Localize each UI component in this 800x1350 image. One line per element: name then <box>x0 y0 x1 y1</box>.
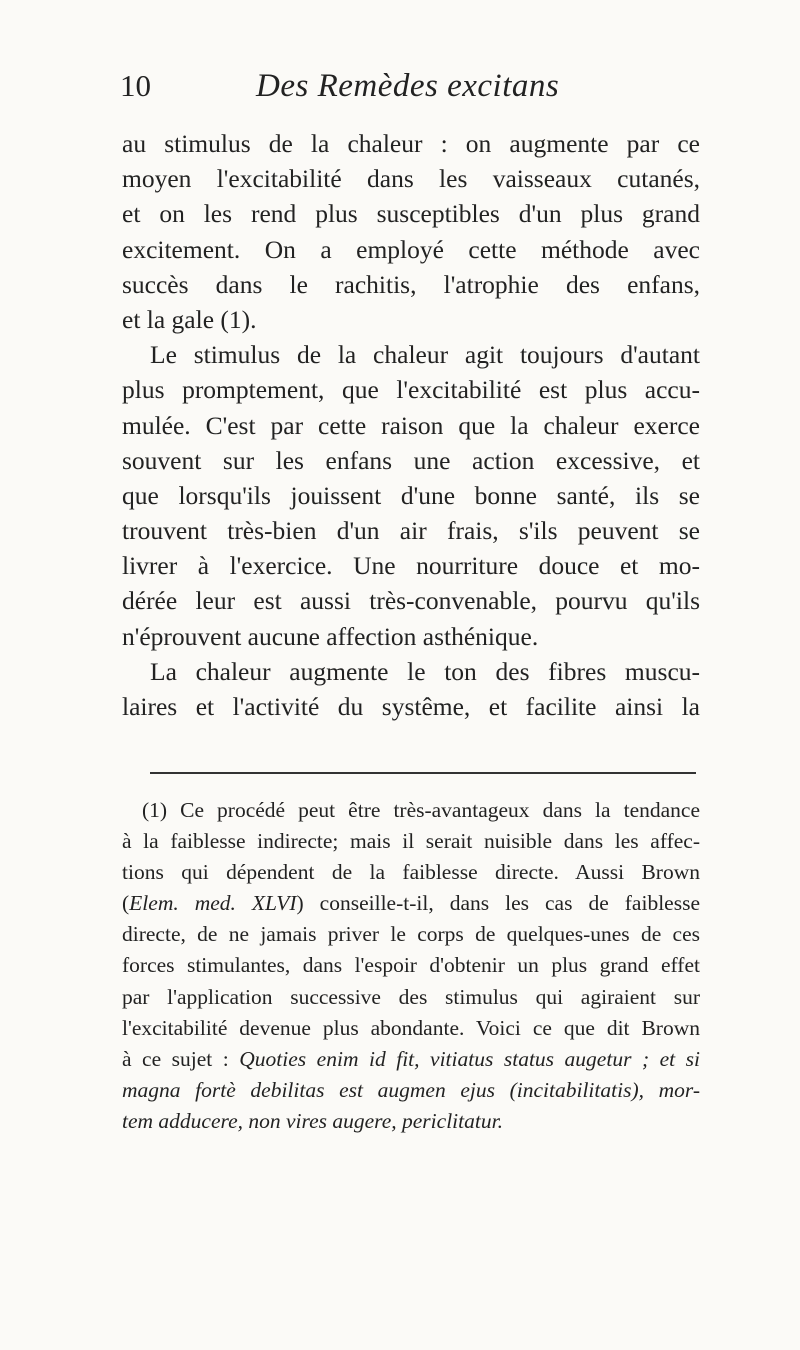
text-line: La chaleur augmente le ton des fibres muscu- <box>150 656 700 686</box>
footnote-divider <box>150 772 696 774</box>
text-line: mulée. C'est par cette raison que la chaleur exerce <box>122 410 700 440</box>
footnote-line: directe, de ne jamais priver le corps de quelques-unes de ces <box>122 922 700 947</box>
footnote-line: à ce sujet : Quoties enim id fit, vitiatus status augetur ; et si <box>122 1046 700 1071</box>
footnote-line: (1) Ce procédé peut être très-avantageux dans la tendance <box>142 798 700 822</box>
footnote <box>122 795 700 1137</box>
text-line: excitement. On a employé cette méthode avec <box>122 234 700 264</box>
text-line: que lorsqu'ils jouissent d'une bonne santé, ils se <box>122 480 700 510</box>
text-line: laires et l'activité du systême, et facilite ainsi la <box>122 692 700 721</box>
text-line: trouvent très-bien d'un air frais, s'ils peuvent se <box>122 516 700 546</box>
text-line: souvent sur les enfans une action excessive, et <box>122 445 700 475</box>
text-line: Le stimulus de la chaleur agit toujours d'autant <box>150 340 700 370</box>
text-line: dérée leur est aussi très-convenable, pourvu qu'ils <box>122 586 700 616</box>
text-line: livrer à l'exercice. Une nourriture douce et mo- <box>122 551 700 581</box>
footnote-line: tem adducere, non vires augere, periclitatur. <box>122 1108 503 1133</box>
footnote-line: à la faiblesse indirecte; mais il serait nuisible dans les affec- <box>122 829 700 854</box>
footnote-line: par l'application successive des stimulus qui agiraient sur <box>122 984 700 1009</box>
text-line: plus promptement, que l'excitabilité est plus accu- <box>122 375 700 405</box>
running-head <box>120 66 700 106</box>
footnote-line: forces stimulantes, dans l'espoir d'obtenir un plus grand effet <box>122 953 700 978</box>
footnote-line: magna fortè debilitas est augmen ejus (incitabilitatis), mor- <box>122 1077 700 1102</box>
footnote-line: l'excitabilité devenue plus abondante. Voici ce que dit Brown <box>122 1015 700 1040</box>
text-line: succès dans le rachitis, l'atrophie des enfans, <box>122 269 700 299</box>
main-text <box>122 126 700 724</box>
latin-quote: Quoties enim id fit, vitiatus status augetur ; et si <box>239 1046 700 1071</box>
footnote-line: (Elem. med. XLVI) conseille-t-il, dans les cas de faiblesse <box>122 891 700 916</box>
citation: Elem. med. XLVI <box>129 891 297 916</box>
text-line: au stimulus de la chaleur : on augmente par ce <box>122 129 700 158</box>
running-title: Des Remèdes excitans <box>256 68 560 104</box>
text-line: moyen l'excitabilité dans les vaisseaux cutanés, <box>122 164 700 194</box>
text-line: n'éprouvent aucune affection asthénique. <box>122 621 539 651</box>
text-line: et on les rend plus susceptibles d'un plus grand <box>122 199 700 229</box>
text-line: et la gale (1). <box>122 304 257 334</box>
page-number: 10 <box>120 68 151 103</box>
footnote-line: tions qui dépendent de la faiblesse directe. Aussi Brown <box>122 860 700 885</box>
